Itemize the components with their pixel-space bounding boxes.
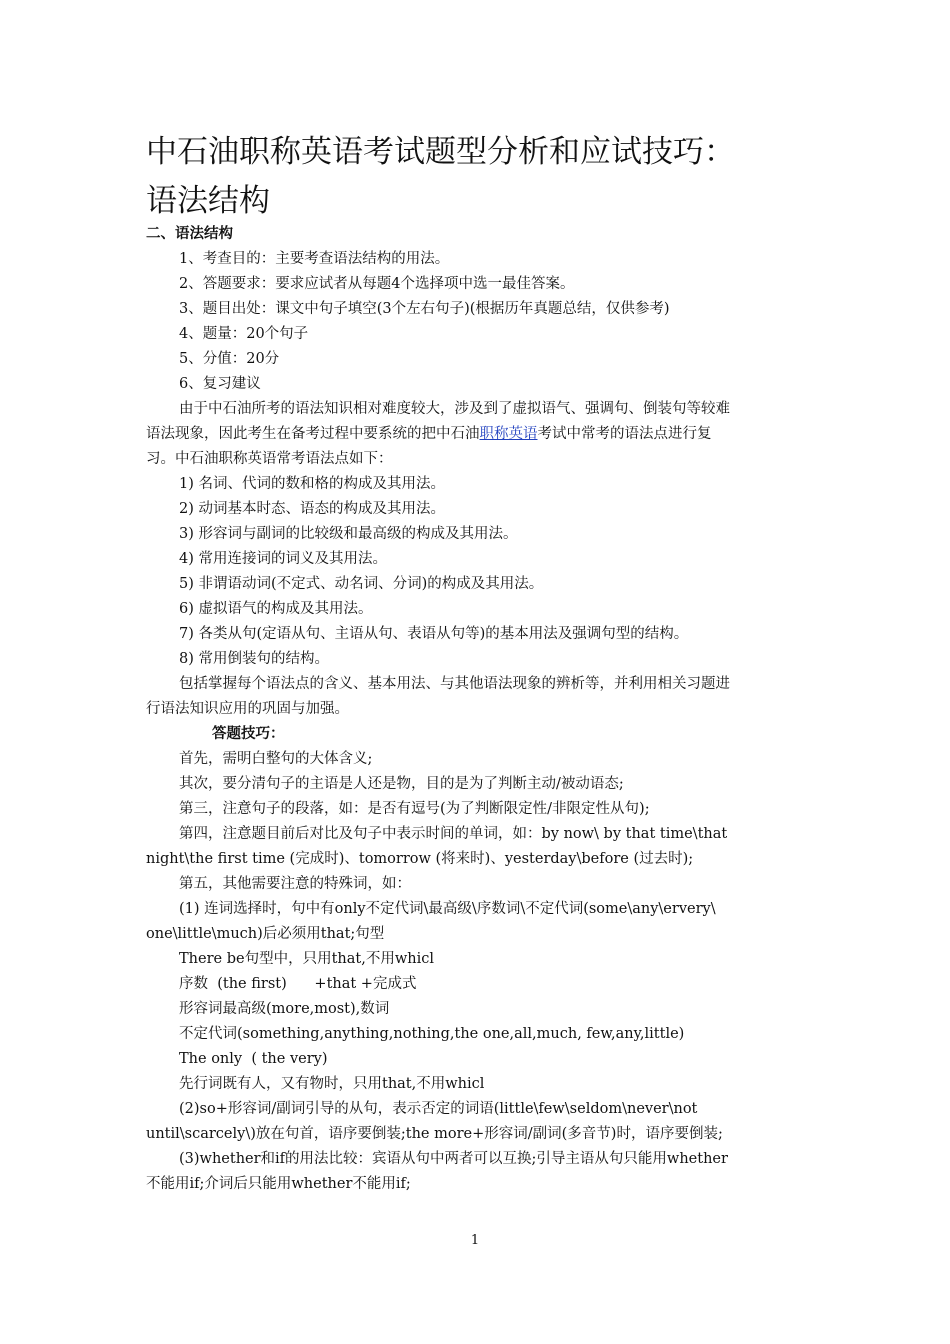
special-line: 不定代词(something,anything,nothing,the one,all,much, few,any,little) — [179, 1026, 685, 1042]
list-item: 6、复习建议 — [179, 376, 261, 392]
special-line: 形容词最高级(more,most),数词 — [179, 1001, 390, 1017]
paragraph-line — [146, 422, 810, 447]
tip-line: 第三，注意句子的段落，如：是否有逗号(为了判断限定性/非限定性从句); — [179, 801, 650, 817]
list-item: 1、考查目的：主要考查语法结构的用法。 — [179, 251, 450, 267]
tip-line: 首先，需明白整句的大体含义; — [179, 751, 373, 767]
grammar-point: 4) 常用连接词的词义及其用法。 — [179, 551, 387, 567]
list-item: 4、题量：20个句子 — [179, 326, 309, 342]
paragraph-line: 习。中石油职称英语常考语法点如下： — [146, 451, 393, 467]
zhicheng-english-link[interactable]: 职称英语 — [479, 426, 538, 442]
special-line: There be句型中，只用that,不用whicl — [179, 951, 434, 967]
special-line: The only ( the very) — [179, 1051, 328, 1067]
special-line: one\little\much)后必须用that;句型 — [146, 926, 385, 942]
tip-line: 第四，注意题目前后对比及句子中表示时间的单词，如：by now\ by that time\that — [179, 826, 728, 842]
grammar-point: 1) 名词、代词的数和格的构成及其用法。 — [179, 476, 445, 492]
grammar-point: 8) 常用倒装句的结构。 — [179, 651, 329, 667]
title-line-1: 中石油职称英语考试题型分析和应试技巧： — [146, 134, 735, 170]
list-item: 2、答题要求：要求应试者从每题4个选择项中选一最佳答案。 — [179, 276, 575, 292]
document-title — [146, 128, 866, 226]
special-line: 序数 (the first) +that +完成式 — [179, 976, 417, 992]
paragraph-text: 考试中常考的语法点进行复 — [537, 426, 712, 442]
section-heading: 二、语法结构 — [146, 226, 233, 242]
page-number: 1 — [470, 1233, 480, 1248]
grammar-point: 5) 非谓语动词(不定式、动名词、分词)的构成及其用法。 — [179, 576, 544, 592]
grammar-point: 3) 形容词与副词的比较级和最高级的构成及其用法。 — [179, 526, 518, 542]
special-line: (3)whether和if的用法比较：宾语从句中两者可以互换;引导主语从句只能用whether — [179, 1151, 728, 1167]
special-line: (2)so+形容词/副词引导的从句，表示否定的词语(little\few\seldom\never\not — [179, 1101, 698, 1117]
title-line-2: 语法结构 — [146, 183, 270, 219]
paragraph-line: 包括掌握每个语法点的含义、基本用法、与其他语法现象的辨析等，并利用相关习题进 — [179, 676, 730, 692]
paragraph-line: 由于中石油所考的语法知识相对难度较大，涉及到了虚拟语气、强调句、倒装句等较难 — [179, 401, 730, 417]
tip-line: 第五，其他需要注意的特殊词，如： — [179, 876, 411, 892]
special-line: 不能用if;介词后只能用whether不能用if; — [146, 1176, 411, 1192]
grammar-point: 6) 虚拟语气的构成及其用法。 — [179, 601, 373, 617]
list-item: 3、题目出处：课文中句子填空(3个左右句子)(根据历年真题总结，仅供参考) — [179, 301, 670, 317]
grammar-point: 7) 各类从句(定语从句、主语从句、表语从句等)的基本用法及强调句型的结构。 — [179, 626, 689, 642]
special-line: until\scarcely\)放在句首，语序要倒装;the more+形容词/副词(多音节)时，语序要倒装; — [146, 1126, 723, 1142]
tip-line: night\the first time (完成时)、tomorrow (将来时)、yesterday\before (过去时); — [146, 851, 694, 867]
paragraph-text: 语法现象，因此考生在备考过程中要系统的把中石油 — [146, 426, 480, 442]
special-line: (1) 连词选择时，句中有only不定代词\最高级\序数词\不定代词(some\any\ervery\ — [179, 901, 716, 917]
paragraph-line: 行语法知识应用的巩固与加强。 — [146, 701, 349, 717]
grammar-point: 2) 动词基本时态、语态的构成及其用法。 — [179, 501, 445, 517]
document-body — [146, 222, 810, 1197]
list-item: 5、分值：20分 — [179, 351, 280, 367]
tip-line: 其次，要分清句子的主语是人还是物，目的是为了判断主动/被动语态; — [179, 776, 624, 792]
special-line: 先行词既有人，又有物时，只用that,不用whicl — [179, 1076, 485, 1092]
tips-heading: 答题技巧： — [212, 726, 285, 742]
